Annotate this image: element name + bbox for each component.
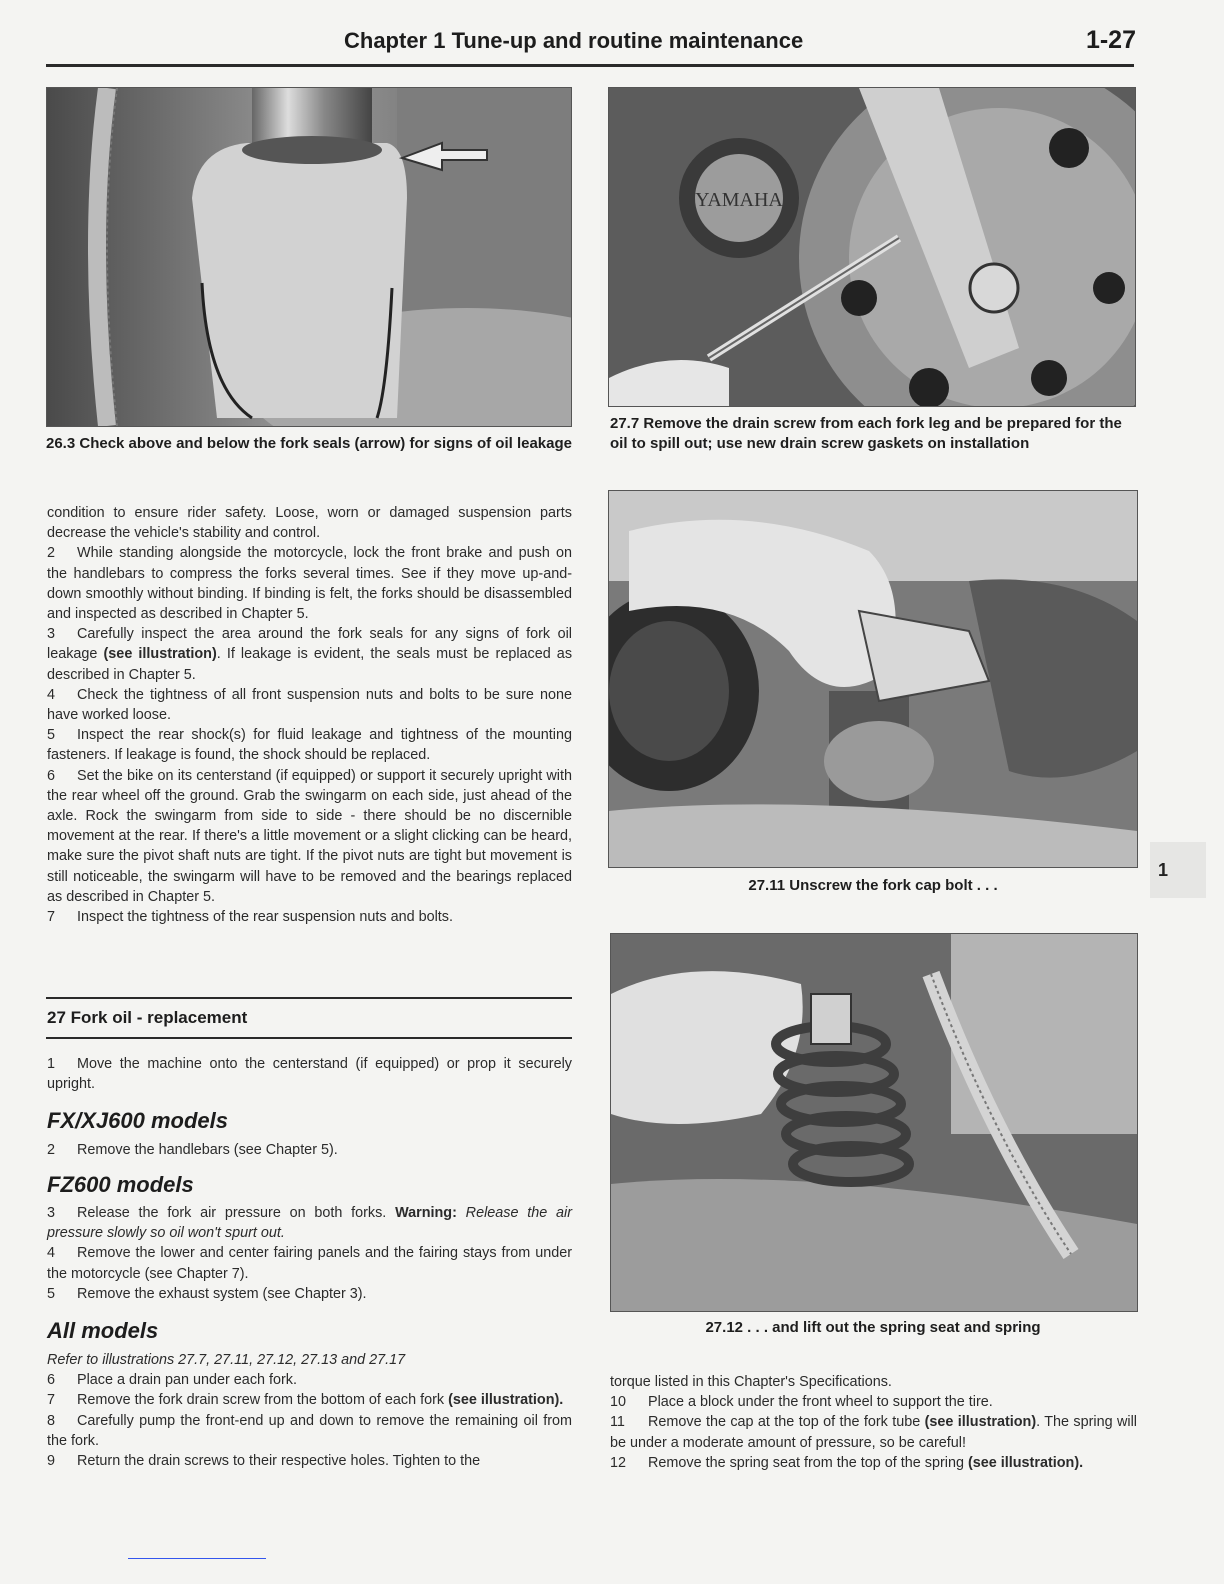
step-text: Remove the handlebars (see Chapter 5). <box>77 1142 338 1158</box>
step-number: 6 <box>47 767 56 784</box>
step-text: Carefully pump the front-end up and down to remove the remaining oil from the fork. <box>47 1412 572 1449</box>
paragraph-continued: torque listed in this Chapter's Specifications. <box>610 1374 892 1390</box>
all-models-steps: Refer to illustrations 27.7, 27.11, 27.12, 27.13 and 27.17 6 Place a drain pan under each fork. 7 Remove the fork drain screw from the bottom of each fork (see illustration). 8 Carefully pump the front-end up and down to remove the remaining oil from the fork. 9 Return the drain screws to their respective holes. Tighten to the <box>47 1350 572 1471</box>
step-text: While standing alongside the motorcycle, lock the front brake and push on the handlebars to compress the forks several times. See if they move up-and-down smoothly without binding. If binding is felt, the forks should be disassembled and inspected as described in Chapter 5. <box>47 545 572 623</box>
step-text: Inspect the rear shock(s) for fluid leakage and tightness of the mounting fasteners. If leakage is found, the shock should be replaced. <box>47 727 572 764</box>
page-header-title: Chapter 1 Tune-up and routine maintenance <box>344 28 804 53</box>
paragraph-step-4 <box>47 685 572 725</box>
step-text: Remove the exhaust system (see Chapter 3). <box>77 1285 367 1302</box>
subhead-all-models: All models <box>47 1318 159 1343</box>
step-text: Remove the lower and center fairing panels and the fairing stays from under the motorcycle (see Chapter 7). <box>47 1245 572 1282</box>
paragraph-step-7 <box>47 907 572 927</box>
step-number: 7 <box>47 909 56 926</box>
fz600-steps <box>47 1203 572 1304</box>
section-rule-top <box>46 997 572 999</box>
step-number: 4 <box>47 686 56 703</box>
warning-label: Warning: <box>395 1205 457 1221</box>
step-text: Return the drain screws to their respective holes. Tighten to the <box>77 1453 481 1470</box>
chapter-tab <box>1150 842 1206 898</box>
paragraph-step-2 <box>47 543 572 624</box>
photo-fork-cap-bolt <box>608 490 1138 868</box>
step-text: Remove the cap at the top of the fork tube <box>648 1414 921 1431</box>
footer-link-underline <box>128 1558 266 1559</box>
header-rule <box>46 64 1134 67</box>
chapter-tab-number: 1 <box>1158 860 1169 880</box>
warning-text: Release the air pressure slowly so oil won't spurt out. <box>47 1205 572 1242</box>
step-text: Move the machine onto the centerstand (if equipped) or prop it securely upright. <box>47 1056 572 1093</box>
step-number: 9 <box>47 1453 56 1470</box>
paragraph-step-5 <box>47 725 572 765</box>
step-number: 7 <box>47 1392 56 1409</box>
photo-drain-screw <box>608 87 1136 407</box>
see-illustration-ref: (see illustration) <box>967 1454 1080 1471</box>
step-number: 2 <box>47 545 56 562</box>
section-step-2 <box>47 1140 572 1160</box>
subhead-fz600: FZ600 models <box>47 1172 194 1197</box>
section-step-1 <box>47 1054 572 1094</box>
step-number: 11 <box>610 1414 625 1431</box>
step-number: 12 <box>610 1454 627 1471</box>
section-rule-bottom <box>46 1037 572 1039</box>
photo-spring-seat <box>610 933 1138 1312</box>
step-text: Place a drain pan under each fork. <box>77 1372 297 1389</box>
left-column-upper-text <box>47 503 572 927</box>
step-number: 3 <box>47 1205 56 1221</box>
step-number: 2 <box>47 1142 56 1158</box>
right-column-text: torque listed in this Chapter's Specifications. 10 Place a block under the front wheel to support the tire. 11 Remove the cap at the top of the fork tube (see illustration). The spring will be under a moderate amount of pressure, so be careful! 12 Remove the spring seat from the top of the spring (see illustration). <box>610 1372 1137 1473</box>
see-illustration-ref: (see illustration) <box>924 1414 1037 1431</box>
paragraph-intro: condition to ensure rider safety. Loose, worn or damaged suspension parts decrease the vehicle's stability and control. <box>47 505 572 542</box>
step-text: Check the tightness of all front suspension nuts and bolts to be sure none have worked loose. <box>47 686 572 724</box>
step-number: 3 <box>47 626 56 643</box>
step-number: 1 <box>47 1056 56 1072</box>
section-title-fork-oil: 27 Fork oil - replacement <box>47 1008 248 1027</box>
caption-27-11: 27.11 Unscrew the fork cap bolt . . . <box>748 877 998 894</box>
step-text: Carefully inspect the area around the fork seals for any signs of fork oil leakage <box>47 626 572 663</box>
step-number: 6 <box>47 1372 56 1389</box>
paragraph-step-6 <box>47 766 572 907</box>
see-illustration-ref: (see illustration) <box>448 1392 560 1409</box>
yamaha-badge-text: YAMAHA <box>695 189 783 211</box>
step-number: 4 <box>47 1245 56 1262</box>
step-text: . If leakage is evident, the seals must be replaced as described in Chapter 5. <box>47 646 573 683</box>
step-number: 8 <box>47 1412 56 1429</box>
see-illustration-ref: (see illustration) <box>103 646 217 663</box>
paragraph-step-3 <box>47 624 572 685</box>
step-text: Release the fork air pressure on both forks. <box>77 1205 387 1221</box>
step-text: . The spring will be under a moderate amount of pressure, so be careful! <box>610 1414 1137 1451</box>
caption-27-12: 27.12 . . . and lift out the spring seat and spring <box>705 1319 1041 1336</box>
step-text: Remove the fork drain screw from the bottom of each fork <box>77 1392 445 1409</box>
caption-27-7: 27.7 Remove the drain screw from each fork leg and be prepared for the oil to spill out; use new drain screw gaskets on installation <box>610 415 1122 452</box>
step-text: Remove the spring seat from the top of the spring <box>648 1454 964 1471</box>
step-number: 5 <box>47 1285 56 1302</box>
step-number: 5 <box>47 727 56 744</box>
step-text: Place a block under the front wheel to support the tire. <box>648 1394 993 1411</box>
step-number: 10 <box>610 1394 627 1411</box>
caption-26-3: 26.3 Check above and below the fork seals (arrow) for signs of oil leakage <box>46 435 572 452</box>
subhead-fx-xj600: FX/XJ600 models <box>47 1108 228 1133</box>
step-text: Set the bike on its centerstand (if equipped) or support it securely upright with the rear wheel off the ground. Grab the swingarm on each side, just ahead of the axle. Rock the swingarm from side to side - there should be no discernible movement at the rear. If there's a little movement or a slight clicking can be heard, make sure the pivot shaft nuts are tight. If the pivot nuts are tight but movement is still noticeable, the swingarm will have to be removed and the bearings replaced as described in Chapter 5. <box>47 767 572 905</box>
page-number: 1-27 <box>1085 26 1136 54</box>
photo-fork-seal <box>46 87 572 427</box>
step-text: Inspect the tightness of the rear suspension nuts and bolts. <box>77 909 453 926</box>
illustration-reference: Refer to illustrations 27.7, 27.11, 27.12, 27.13 and 27.17 <box>47 1352 406 1368</box>
